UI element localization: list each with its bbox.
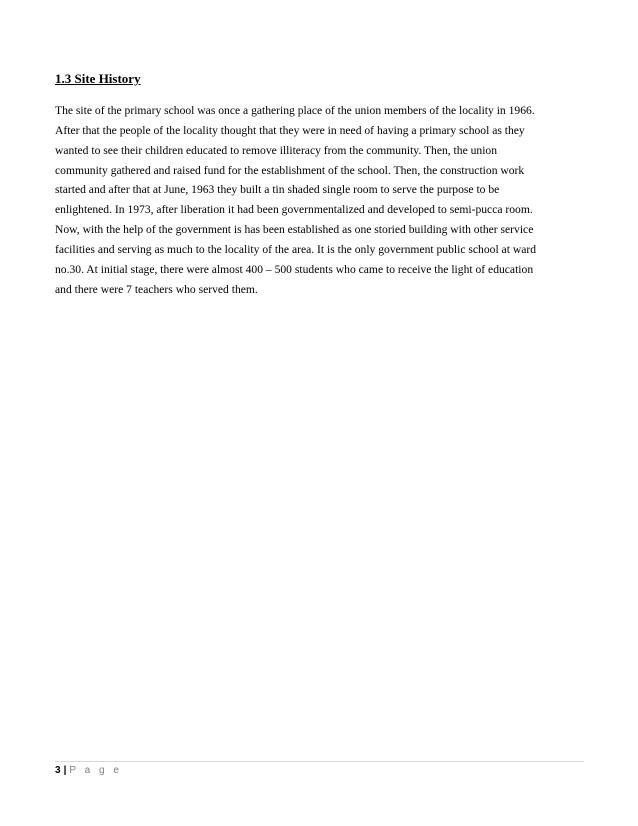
paragraph-line: After that the people of the locality thought that they were in need of having a primary school as they <box>55 123 525 137</box>
footer-divider <box>55 761 584 762</box>
paragraph-line: The site of the primary school was once a gathering place of the union members of the locality in 1966. <box>55 104 535 117</box>
section-paragraph <box>55 101 585 299</box>
paragraph-line: and there were 7 teachers who served them. <box>55 282 258 296</box>
footer-separator: | <box>63 765 67 776</box>
paragraph-line: wanted to see their children educated to remove illiteracy from the community. Then, the union <box>55 143 498 157</box>
paragraph-line: community gathered and raised fund for the establishment of the school. Then, the construction work <box>55 163 525 177</box>
page-number: 3 <box>55 765 61 776</box>
section-heading: 1.3 Site History <box>55 71 141 86</box>
paragraph-line: enlightened. In 1973, after liberation it had been governmentalized and developed to semi-pucca room. <box>55 203 533 217</box>
page-footer <box>55 765 122 776</box>
paragraph-line: facilities and serving as much to the locality of the area. It is the only government public school at ward <box>55 242 536 256</box>
paragraph-line: Now, with the help of the government is has been established as one storied building with other service <box>55 223 534 237</box>
paragraph-line: no.30. At initial stage, there were almost 400 – 500 students who came to receive the light of education <box>55 262 534 276</box>
page-label: P a g e <box>69 765 122 776</box>
paragraph-line: started and after that at June, 1963 they built a tin shaded single room to serve the purpose to be <box>55 183 500 197</box>
